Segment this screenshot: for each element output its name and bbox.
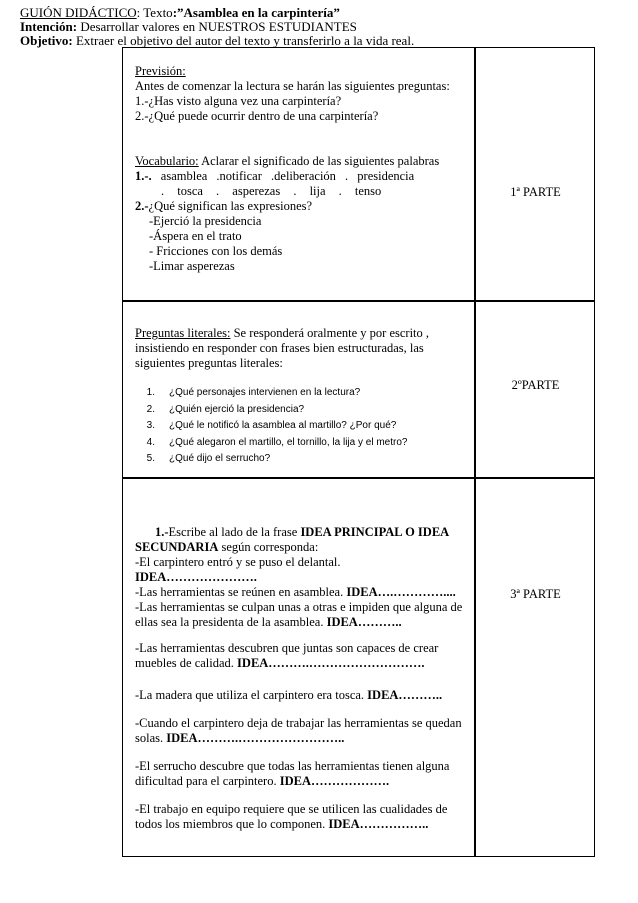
vocab-words-1: asamblea .notificar .deliberación . presidencia	[151, 169, 415, 183]
sentence-8: -El trabajo en equipo requiere que se utilicen las cualidades de todos los miembros que lo componen. IDEA……………..	[135, 802, 448, 831]
literal-title: Preguntas literales:	[135, 326, 231, 340]
expr-item-2: -Áspera en el trato	[149, 229, 242, 243]
objetivo-line	[20, 34, 414, 48]
expr-title: ¿Qué significan las expresiones?	[148, 199, 313, 213]
table-row-divider-1	[122, 300, 595, 302]
objetivo-text: Extraer el objetivo del autor del texto y transferirlo a la vida real.	[72, 33, 415, 48]
prevision-question-2: 2.-¿Qué puede ocurrir dentro de una carpintería?	[135, 109, 379, 123]
intencion-label: Intención:	[20, 19, 78, 34]
expr-number: 2.-	[135, 199, 149, 213]
guion-title: :”Asamblea en la carpintería”	[172, 5, 340, 20]
vocab-intro: Aclarar el significado de las siguientes palabras	[198, 154, 440, 168]
prevision-question-1: 1.-¿Has visto alguna vez una carpintería?	[135, 94, 342, 108]
vocab-words-2: . tosca . asperezas . lija . tenso	[161, 184, 382, 198]
intencion-line	[20, 20, 357, 34]
list-item: 5. ¿Qué dijo el serrucho?	[146, 453, 271, 464]
guion-prefix: : Texto	[136, 5, 173, 20]
list-item: 2. ¿Quién ejerció la presidencia?	[146, 403, 305, 415]
guion-line	[20, 6, 340, 20]
intencion-text: Desarrollar valores en NUESTROS ESTUDIANTES	[77, 19, 357, 34]
section-ideas	[135, 525, 465, 832]
sentence-3: -Las herramientas se culpan unas a otras e impiden que alguna de ellas sea la presidenta de la asamblea. IDEA………..	[135, 600, 463, 629]
list-item: 3. ¿Qué le notificó la asamblea al martillo? ¿Por qué?	[146, 420, 397, 431]
sentence-1: -El carpintero entró y se puso el delantal. IDEA………………….	[135, 555, 341, 584]
list-item: 1. ¿Qué personajes intervienen en la lectura?	[146, 387, 361, 398]
literal-intro: Se responderá oralmente y por escrito , insistiendo en responder con frases bien estructuradas, las siguientes preguntas literales:	[135, 326, 430, 370]
sentence-5: -La madera que utiliza el carpintero era tosca. IDEA………..	[135, 688, 443, 702]
table-row-divider-2	[122, 477, 595, 479]
expr-item-1: -Ejerció la presidencia	[149, 214, 262, 228]
list-item: 4. ¿Qué alegaron el martillo, el tornillo, la lija y el metro?	[146, 436, 408, 448]
ideas-instructions: 1.-Escribe al lado de la frase IDEA PRINCIPAL O IDEA SECUNDARIA según corresponda:	[135, 525, 449, 554]
guion-label: GUIÓN DIDÁCTICO	[20, 5, 137, 20]
sentence-6: -Cuando el carpintero deja de trabajar las herramientas se quedan solas. IDEA……….……………………..	[135, 716, 462, 745]
expr-item-3: - Fricciones con los demás	[149, 244, 283, 258]
literal-question-list	[135, 385, 465, 468]
parte-2-label: 2ºPARTE	[511, 378, 560, 392]
prevision-title: Previsión:	[135, 64, 186, 78]
prevision-intro: Antes de comenzar la lectura se harán las siguientes preguntas:	[135, 79, 450, 93]
parte-1-label: 1ª PARTE	[510, 185, 561, 199]
section-vocabulario	[135, 154, 465, 274]
section-prevision	[135, 64, 465, 124]
expr-item-4: -Limar asperezas	[149, 259, 235, 273]
objetivo-label: Objetivo:	[20, 33, 73, 48]
vocab-title: Vocabulario:	[135, 154, 199, 168]
table-column-divider	[474, 47, 476, 857]
sentence-2: -Las herramientas se reúnen en asamblea. IDEA….…………....	[135, 585, 456, 599]
parte-3-label: 3ª PARTE	[510, 587, 561, 601]
section-preguntas-literales	[135, 326, 465, 468]
sentence-7: -El serrucho descubre que todas las herramientas tienen alguna dificultad para el carpintero. IDEA……………….	[135, 759, 450, 788]
sentence-4: -Las herramientas descubren que juntas son capaces de crear muebles de calidad. IDEA……….……………………….	[135, 641, 439, 670]
vocab-number: 1.-.	[135, 169, 152, 183]
